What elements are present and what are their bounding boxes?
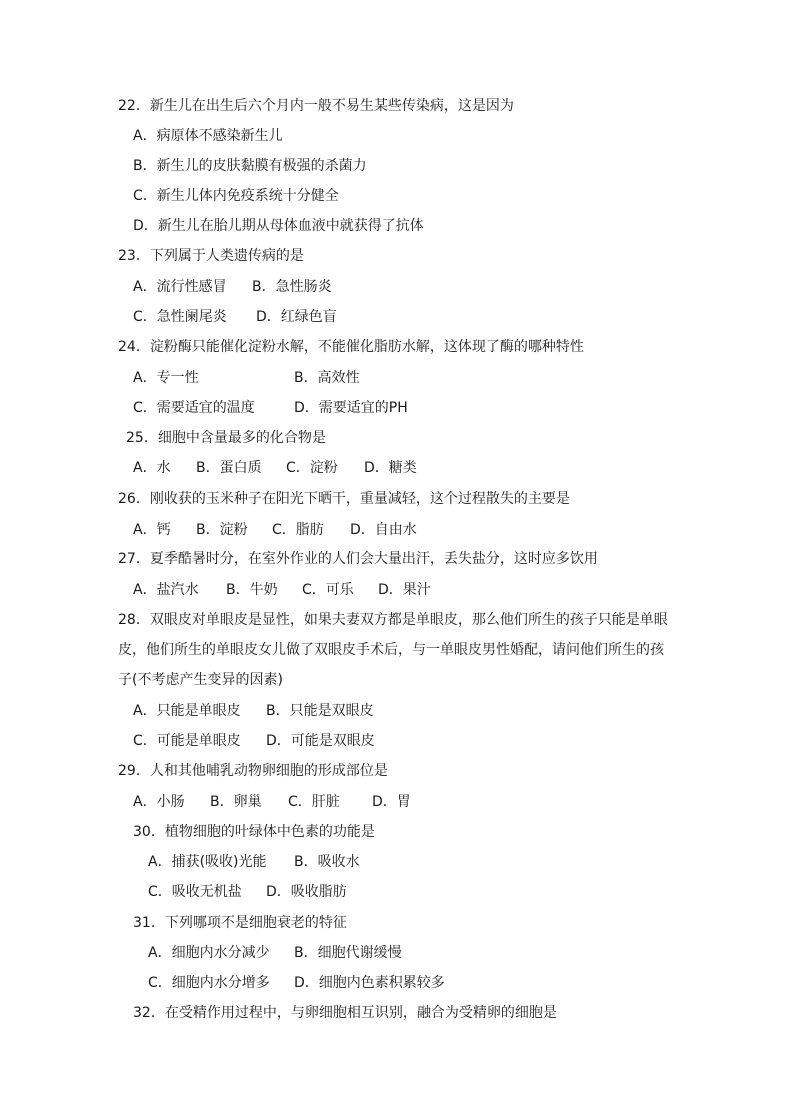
- question-29-option-d: D．胃: [372, 794, 411, 810]
- question-23-option-c: C．急性阑尾炎: [133, 309, 227, 325]
- question-27-stem: 27．夏季酷暑时分，在室外作业的人们会大量出汗，丢失盐分，这时应多饮用: [118, 551, 598, 567]
- question-23-option-d: D．红绿色盲: [256, 309, 337, 325]
- question-31-option-b: B．细胞代谢缓慢: [294, 945, 402, 961]
- question-26-option-b: B．淀粉: [196, 522, 248, 538]
- question-31-option-a: A．细胞内水分减少: [148, 945, 270, 961]
- question-30-option-b: B．吸收水: [294, 854, 360, 870]
- question-27-option-c: C．可乐: [302, 582, 354, 598]
- question-27-option-a: A．盐汽水: [133, 582, 199, 598]
- question-28-option-c: C．可能是单眼皮: [133, 733, 241, 749]
- question-28-option-d: D．可能是双眼皮: [266, 733, 375, 749]
- question-22-option-a: A．病原体不感染新生儿: [133, 128, 283, 144]
- question-29-option-c: C．肝脏: [288, 794, 340, 810]
- question-28-stem-line-3: 子(不考虑产生变异的因素): [118, 672, 283, 688]
- question-31-option-c: C．细胞内水分增多: [148, 975, 270, 991]
- question-28-option-a: A．只能是单眼皮: [133, 703, 241, 719]
- question-31-stem: 31．下列哪项不是细胞衰老的特征: [133, 915, 347, 931]
- question-28-stem-line-2: 皮，他们所生的单眼皮女儿做了双眼皮手术后，与一单眼皮男性婚配，请问他们所生的孩: [118, 642, 664, 658]
- question-28-stem-line-1: 28．双眼皮对单眼皮是显性，如果夫妻双方都是单眼皮，那么他们所生的孩子只能是单眼: [118, 612, 668, 628]
- question-26-option-d: D．自由水: [350, 522, 417, 538]
- question-30-option-a: A．捕获(吸收)光能: [148, 854, 267, 870]
- question-28-option-b: B．只能是双眼皮: [266, 703, 374, 719]
- question-25-option-d: D．糖类: [364, 460, 417, 476]
- question-25-option-a: A．水: [133, 460, 171, 476]
- question-22-option-d: D．新生儿在胎儿期从母体血液中就获得了抗体: [133, 218, 424, 234]
- question-24-option-c: C．需要适宜的温度: [133, 400, 255, 416]
- question-25-option-c: C．淀粉: [286, 460, 338, 476]
- question-29-stem: 29．人和其他哺乳动物卵细胞的形成部位是: [118, 763, 388, 779]
- question-32-stem: 32．在受精作用过程中，与卵细胞相互识别，融合为受精卵的细胞是: [133, 1005, 557, 1021]
- question-27-option-b: B．牛奶: [226, 582, 278, 598]
- question-23-stem: 23．下列属于人类遗传病的是: [118, 248, 304, 264]
- question-26-option-a: A．钙: [133, 522, 171, 538]
- question-30-option-d: D．吸收脂肪: [266, 884, 347, 900]
- question-24-option-a: A．专一性: [133, 370, 199, 386]
- question-26-option-c: C．脂肪: [272, 522, 324, 538]
- question-22-stem: 22．新生儿在出生后六个月内一般不易生某些传染病，这是因为: [118, 98, 514, 114]
- question-30-stem: 30．植物细胞的叶绿体中色素的功能是: [133, 824, 375, 840]
- question-22-option-b: B．新生儿的皮肤黏膜有极强的杀菌力: [133, 158, 367, 174]
- question-24-option-b: B．高效性: [294, 370, 360, 386]
- question-23-option-a: A．流行性感冒: [133, 279, 227, 295]
- question-24-option-d: D．需要适宜的PH: [294, 400, 408, 416]
- question-25-stem: 25．细胞中含量最多的化合物是: [126, 430, 326, 446]
- question-27-option-d: D．果汁: [378, 582, 431, 598]
- question-23-option-b: B．急性肠炎: [252, 279, 332, 295]
- question-31-option-d: D．细胞内色素积累较多: [294, 975, 445, 991]
- question-25-option-b: B．蛋白质: [196, 460, 262, 476]
- question-29-option-b: B．卵巢: [210, 794, 262, 810]
- question-22-option-c: C．新生儿体内免疫系统十分健全: [133, 188, 339, 204]
- question-26-stem: 26．刚收获的玉米种子在阳光下晒干，重量减轻，这个过程散失的主要是: [118, 491, 570, 507]
- question-29-option-a: A．小肠: [133, 794, 185, 810]
- question-30-option-c: C．吸收无机盐: [148, 884, 242, 900]
- question-24-stem: 24．淀粉酶只能催化淀粉水解，不能催化脂肪水解，这体现了酶的哪种特性: [118, 339, 584, 355]
